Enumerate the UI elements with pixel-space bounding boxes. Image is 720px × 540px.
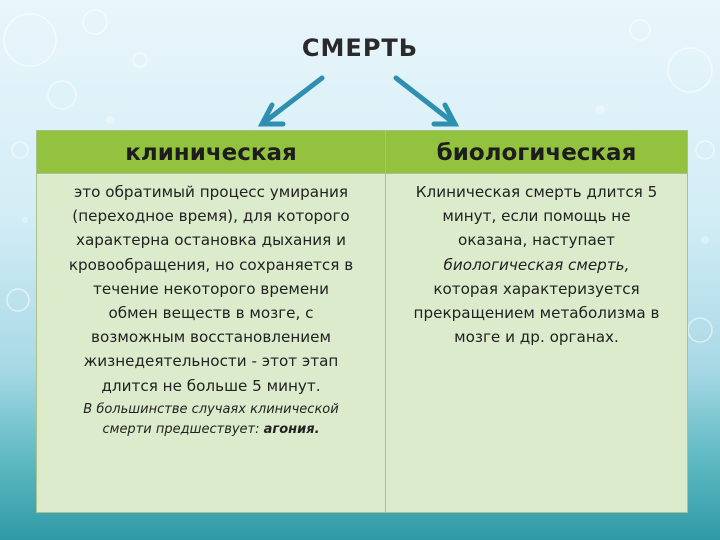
clinical-line: характерна остановка дыхания и [75,231,346,250]
biological-line: которая характеризуется [433,279,640,298]
biological-line: мозге и др. органах. [454,328,619,347]
clinical-line: жизнедеятельности - этот этап [83,352,339,371]
biological-line: минут, если помощь не [442,207,631,226]
clinical-column [37,131,386,512]
biological-column [386,131,687,512]
clinical-line: это обратимый процесс умирания [73,183,349,201]
clinical-line: течение некоторого времени [93,279,329,298]
biological-line: прекращением метаболизма в [413,304,660,323]
biological-line: оказана, наступает [458,231,615,250]
comparison-table [36,130,688,513]
clinical-line: возможным восстановлением [91,328,331,347]
clinical-line: (переходное время), для которого [72,207,350,226]
clinical-line: длится не больше 5 минут. [101,376,321,395]
agony-note [43,400,379,440]
note-line: В большинстве случаях клинической [83,401,339,417]
right-arrow-shaft [396,78,455,124]
biological-line-italic: биологическая смерть, [443,255,630,274]
biological-line: Клиническая смерть длится 5 [415,183,658,201]
clinical-line: кровообращения, но сохраняется в [68,255,354,274]
clinical-line: обмен веществ в мозге, с [108,304,314,323]
note-prefix: смерти предшествует: [102,421,264,437]
note-line [43,420,379,440]
biological-description [386,174,687,349]
clinical-description [37,174,385,440]
page-title: СМЕРТЬ [301,34,419,62]
note-bold-term: агония. [263,421,320,437]
biological-heading: биологическая [386,131,687,174]
clinical-heading: клиническая [37,131,385,174]
left-arrow-shaft [262,78,322,124]
